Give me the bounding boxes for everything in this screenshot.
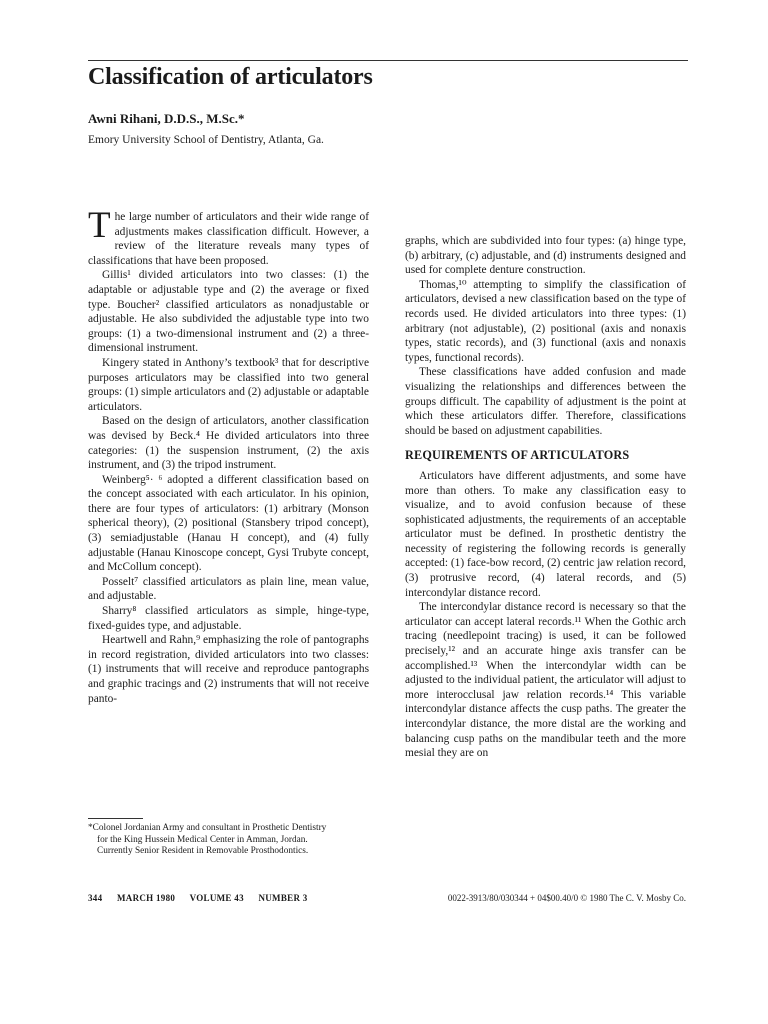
paragraph: Weinberg⁵· ⁶ adopted a different classification based on the concept associated with each articulator. In his opinion, there are four types of articulators: (1) arbitrary (Monson spherical theory), (2) positional (Stansbery tripod concept), (3) semiadjustable (Hanau H concept), and (4) fully adjustable (Hanau Kinoscope concept, Gysi Trubyte concept, and McCollum concept).	[88, 473, 369, 574]
footnote	[88, 823, 370, 858]
paragraph: Thomas,¹⁰ attempting to simplify the classification of articulators, devised a new classification based on the type of records used. He divided articulators into three types: (1) arbitrary (not adjustable), (2) positional (axis and nonaxis types, static records), and (3) functional (axis and nonaxis types, functional records).	[405, 278, 686, 364]
footnote-line: for the King Hussein Medical Center in Amman, Jordan.	[97, 834, 308, 845]
paragraph: Posselt⁷ classified articulators as plain line, mean value, and adjustable.	[88, 575, 369, 603]
drop-cap: T	[88, 205, 111, 246]
issue-date: MARCH 1980	[116, 893, 176, 903]
paragraph: Gillis¹ divided articulators into two classes: (1) the adaptable or adjustable type and (2) the average or fixed type. Boucher² classified articulators as nonadjustable or adjustable. He also subdivided the adjustable type into two groups: (1) a two-dimensional instrument and (2) a three-dimensional instrument.	[88, 269, 369, 355]
right-column	[405, 234, 686, 761]
paragraph: The intercondylar distance record is necessary so that the articulator can accept lateral records.¹¹ When the Gothic arch tracing (needlepoint tracing) is used, it can be followed precisely,¹² and an accurate hinge axis transfer can be accomplished.¹³ When the intercondylar width can be adjusted to the individual patient, the articulator will adjust to more interocclusal jaw relation records.¹⁴ This variable intercondylar distance affects the cusp paths. The greater the intercondylar distance, the more distal are the working and balancing cusp paths on the mandibular teeth and the more mesial they are on	[405, 601, 686, 760]
paragraph: Sharry⁸ classified articulators as simple, hinge-type, fixed-guides type, and adjustable.	[88, 605, 369, 632]
paragraph: The large number of articulators and their wide range of adjustments makes classification difficult. However, a review of the literature reveals many types of classifications that have been proposed.	[88, 205, 369, 267]
issue-number: NUMBER 3	[258, 893, 308, 903]
author-affiliation: Emory University School of Dentistry, Atlanta, Ga.	[88, 134, 324, 146]
footnote-rule	[88, 818, 143, 819]
footnote-line: *Colonel Jordanian Army and consultant in Prosthetic Dentistry	[88, 823, 327, 833]
article-title: Classification of articulators	[88, 64, 373, 90]
paragraph: graphs, which are subdivided into four types: (a) hinge type, (b) arbitrary, (c) adjustable, and (d) instruments designed and used for complete denture construction.	[405, 235, 686, 277]
footnote-line: Currently Senior Resident in Removable Prosthodontics.	[97, 846, 309, 857]
paragraph: These classifications have added confusion and made visualizing the relationships and differences between the groups difficult. The capability of adjustment is the point at which these articulators differ. Therefore, classifications should be based on adjustment capabilities.	[405, 366, 686, 437]
journal-footer	[88, 893, 320, 903]
page-number: 344	[88, 893, 103, 903]
author-name: Awni Rihani, D.D.S., M.Sc.*	[88, 111, 245, 126]
paragraph: Articulators have different adjustments, and some have more than others. To make any classification easy to visualize, and to avoid confusion because of these sophisticated adjustments, the requirements of an acceptable articulator must be defined. In prosthetic dentistry the necessity of registering the following records is generally accepted: (1) face-bow record, (2) centric jaw relation record, (3) protrusive record, (4) lateral records, and (5) intercondylar distance record.	[405, 469, 686, 599]
volume: VOLUME 43	[189, 893, 244, 903]
paragraph: Heartwell and Rahn,⁹ emphasizing the role of pantographs in record registration, divided articulators into two classes: (1) instruments that will receive and reproduce pantographs and graphic tracings and (2) instruments that will not receive panto-	[88, 634, 369, 705]
paragraph: Based on the design of articulators, another classification was devised by Beck.⁴ He divided articulators into three categories: (1) the suspension instrument, (2) the axis instrument, and (3) the tripod instrument.	[88, 415, 369, 472]
copyright-line: 0022-3913/80/030344 + 04$00.40/0 © 1980 The C. V. Mosby Co.	[447, 893, 686, 903]
left-column	[88, 205, 369, 706]
header-rule	[88, 60, 688, 61]
section-heading: REQUIREMENTS OF ARTICULATORS	[405, 448, 630, 463]
paragraph: Kingery stated in Anthony’s textbook³ that for descriptive purposes articulators may be classified into two general groups: (1) simple articulators and (2) adjustable or adaptable articulators.	[88, 356, 369, 413]
